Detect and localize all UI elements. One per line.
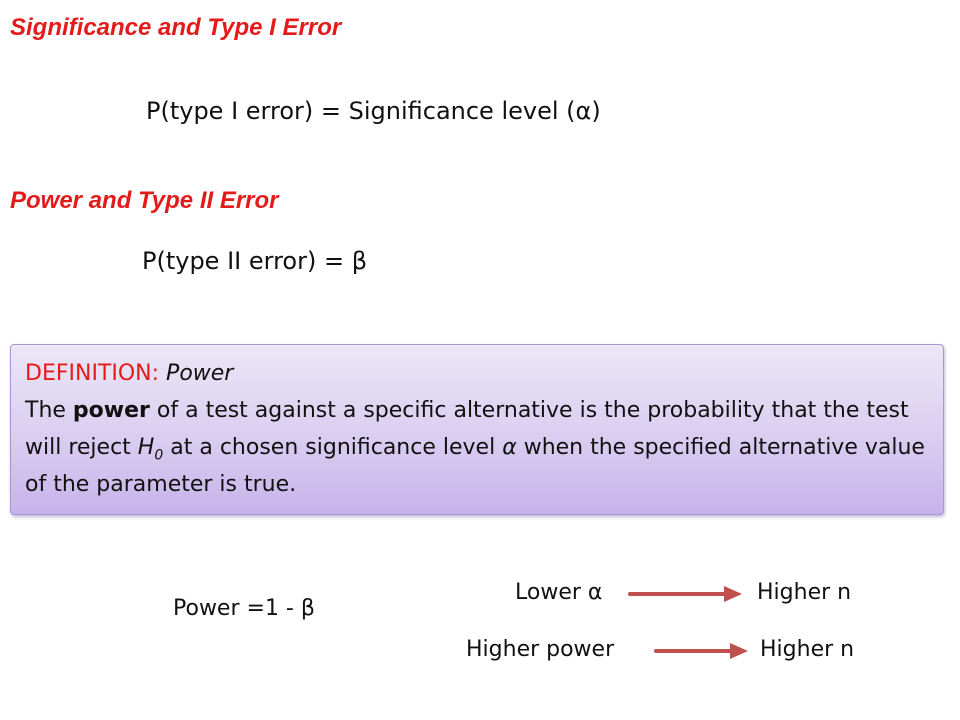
relation-2-to: Higher n: [760, 637, 855, 662]
definition-text-1: of a test against a specific alternative is the probability that the test will reject: [25, 398, 909, 460]
power-formula: Power =1 - β: [173, 596, 315, 621]
definition-label: DEFINITION:: [25, 361, 160, 386]
definition-box: [10, 344, 944, 515]
definition-text-2: at a chosen significance level: [170, 435, 496, 460]
definition-text: [25, 392, 929, 503]
heading-type-i-error: Significance and Type I Error: [10, 14, 342, 41]
right-arrow-icon: [626, 582, 746, 606]
definition-title: [25, 355, 929, 392]
relation-1-from: Lower α: [515, 580, 603, 605]
definition-power-word: power: [72, 398, 150, 423]
definition-text-3: when the specified alternative value of the parameter is true.: [25, 435, 925, 497]
alpha-symbol: α: [502, 435, 517, 460]
relation-2-from: Higher power: [466, 637, 615, 662]
relation-1-to: Higher n: [757, 580, 852, 605]
definition-term: Power: [166, 361, 234, 386]
hypothesis-symbol: $H_0$: [137, 435, 164, 464]
formula-type-ii-error: P(type II error) = β: [142, 247, 368, 275]
heading-type-ii-error: Power and Type II Error: [10, 187, 279, 214]
formula-type-i-error: P(type I error) = Significance level (α): [146, 97, 601, 125]
definition-intro: The: [25, 398, 66, 423]
right-arrow-icon: [652, 639, 752, 663]
